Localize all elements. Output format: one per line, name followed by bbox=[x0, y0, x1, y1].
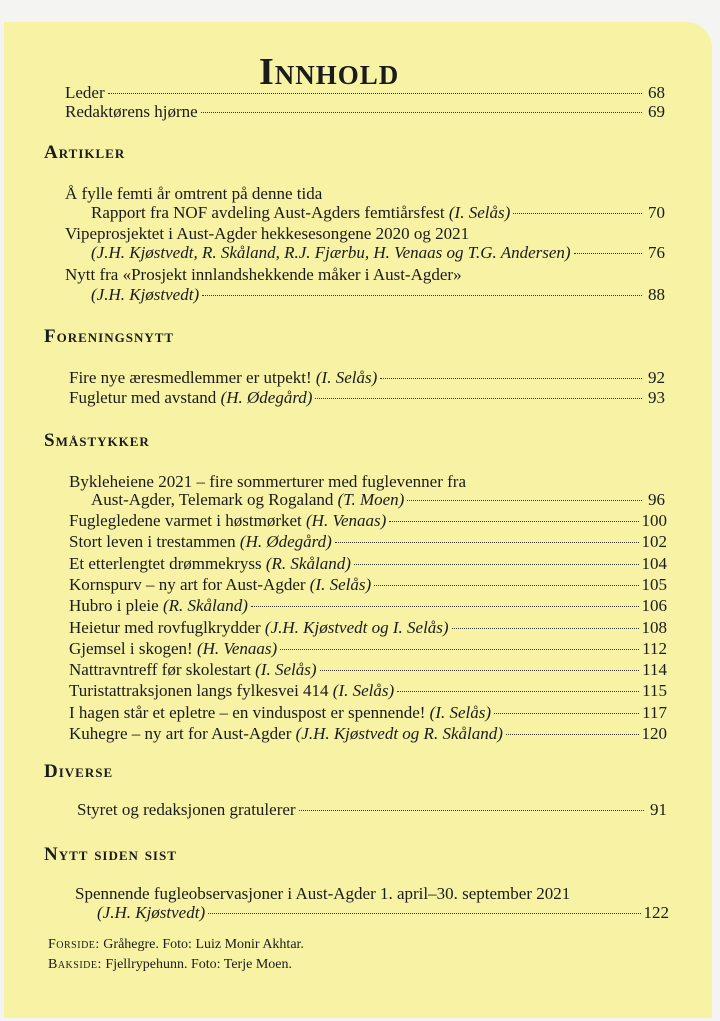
toc-entry-maker bbox=[91, 284, 665, 305]
page-number: 69 bbox=[648, 102, 665, 121]
toc-entry bbox=[69, 574, 667, 595]
entry-author: (J.H. Kjøstvedt) bbox=[97, 903, 206, 922]
entry-author: (R. Skåland) bbox=[162, 596, 248, 616]
page-number: 112 bbox=[642, 638, 667, 658]
page-number: 104 bbox=[641, 553, 667, 573]
entry-title: Gjemsel i skogen! bbox=[69, 638, 193, 658]
entry-author: (R. Skåland) bbox=[265, 553, 351, 573]
entry-author: (H. Venaas) bbox=[306, 511, 387, 530]
dot-leader bbox=[354, 564, 639, 565]
toc-entry bbox=[69, 367, 665, 388]
section-heading-diverse: Diverse bbox=[44, 761, 114, 782]
entry-author: (I. Selås) bbox=[332, 681, 395, 701]
entry-author: (I. Selås) bbox=[255, 660, 317, 680]
credit-text: Fjellrypehunn. Foto: Terje Moen. bbox=[101, 957, 292, 972]
page-number: 68 bbox=[648, 83, 665, 102]
page-number: 88 bbox=[648, 285, 665, 304]
toc-entry bbox=[69, 595, 667, 616]
entry-author: (I. Selås) bbox=[429, 702, 492, 722]
dot-leader bbox=[397, 691, 639, 692]
page-number: 96 bbox=[648, 490, 665, 509]
page-number: 105 bbox=[641, 574, 667, 594]
entry-title: Fugletur med avstand bbox=[69, 388, 217, 407]
toc-entry bbox=[69, 617, 667, 638]
page-number: 70 bbox=[648, 203, 665, 222]
entry-author: (I. Selås) bbox=[448, 203, 511, 222]
entry-author: (J.H. Kjøstvedt, R. Skåland, R.J. Fjærbu, H. Venaas og T.G. Andersen) bbox=[91, 243, 571, 262]
entry-title: Redaktørens hjørne bbox=[65, 102, 198, 121]
page-number: 93 bbox=[648, 388, 665, 407]
page-number: 108 bbox=[641, 617, 667, 637]
entry-title: Et etterlengtet drømmekryss bbox=[69, 553, 262, 573]
entry-author: (H. Venaas) bbox=[196, 638, 278, 658]
credit-text: Gråhegre. Foto: Luiz Monir Akhtar. bbox=[99, 937, 304, 952]
toc-entry-line: Spennende fugleobservasjoner i Aust-Agder 1. april–30. september 2021 bbox=[75, 884, 571, 903]
toc-entry bbox=[69, 659, 667, 680]
entry-author: (T. Moen) bbox=[337, 490, 405, 509]
toc-entry bbox=[69, 387, 665, 408]
entry-title: Styret og redaksjonen gratulerer bbox=[77, 800, 296, 819]
page-number: 102 bbox=[641, 532, 667, 552]
dot-leader bbox=[494, 713, 639, 714]
page-number: 100 bbox=[641, 511, 667, 530]
page-number: 91 bbox=[650, 800, 667, 819]
dot-leader bbox=[513, 213, 642, 214]
toc-entry-nytt bbox=[97, 902, 669, 923]
dot-leader bbox=[374, 585, 638, 586]
credit-label: Forside: bbox=[48, 937, 100, 952]
toc-entry-line: Nytt fra «Prosjekt innlandshekkende måker i Aust-Agder» bbox=[65, 265, 462, 284]
dot-leader bbox=[108, 93, 642, 94]
dot-leader bbox=[315, 398, 642, 399]
entry-title: I hagen står et epletre – en vinduspost er spennende! bbox=[69, 702, 426, 722]
toc-entry bbox=[69, 638, 667, 659]
dot-leader bbox=[299, 810, 644, 811]
dot-leader bbox=[407, 500, 642, 501]
entry-author: (I. Selås) bbox=[309, 574, 372, 594]
entry-title: Heietur med rovfuglkrydder bbox=[69, 617, 261, 637]
cover-credit-back bbox=[48, 956, 292, 974]
cover-credit-front bbox=[48, 936, 304, 954]
page-title: Innhold bbox=[259, 51, 400, 93]
dot-leader bbox=[335, 542, 639, 543]
entry-author: (H. Ødegård) bbox=[220, 388, 313, 407]
toc-entry-line: Vipeprosjektet i Aust-Agder hekkesesongene 2020 og 2021 bbox=[65, 224, 470, 243]
page-number: 92 bbox=[648, 368, 665, 387]
entry-title: Fire nye æresmedlemmer er utpekt! bbox=[69, 368, 312, 387]
dot-leader bbox=[320, 670, 640, 671]
toc-entry-femti bbox=[91, 202, 665, 223]
toc-entry-line: Bykleheiene 2021 – fire sommerturer med fuglevenner fra bbox=[69, 472, 466, 491]
toc-entry-redaktor bbox=[65, 101, 665, 122]
entry-title: Turistattraksjonen langs fylkesvei 414 bbox=[69, 681, 329, 701]
entry-title: Aust-Agder, Telemark og Rogaland bbox=[91, 490, 334, 509]
toc-entry-vipe bbox=[91, 242, 665, 263]
page-number: 122 bbox=[643, 903, 669, 922]
page-number: 120 bbox=[641, 724, 667, 743]
toc-entry-bykle bbox=[91, 489, 665, 510]
section-heading-artikler: Artikler bbox=[44, 142, 126, 163]
entry-title: Leder bbox=[65, 83, 105, 102]
dot-leader bbox=[574, 253, 642, 254]
toc-entry bbox=[69, 723, 667, 744]
credit-label: Bakside: bbox=[48, 957, 102, 972]
page-number: 106 bbox=[641, 596, 667, 616]
toc-entry bbox=[69, 702, 667, 723]
dot-leader bbox=[251, 606, 639, 607]
section-heading-foreningsnytt: Foreningsnytt bbox=[44, 326, 175, 347]
page-number: 115 bbox=[642, 681, 667, 701]
toc-entry bbox=[77, 799, 667, 820]
dot-leader bbox=[380, 378, 642, 379]
section-heading-nytt: Nytt siden sist bbox=[44, 844, 177, 865]
toc-entry-line: Å fylle femti år omtrent på denne tida bbox=[65, 184, 323, 203]
entry-author: (J.H. Kjøstvedt) bbox=[91, 285, 200, 304]
entry-author: (J.H. Kjøstvedt og R. Skåland) bbox=[295, 724, 503, 743]
entry-title: Kornspurv – ny art for Aust-Agder bbox=[69, 574, 306, 594]
entry-title: Kuhegre – ny art for Aust-Agder bbox=[69, 724, 292, 743]
page-number: 117 bbox=[642, 702, 667, 722]
toc-entry bbox=[69, 531, 667, 552]
dot-leader bbox=[280, 649, 639, 650]
page-number: 114 bbox=[642, 660, 667, 680]
toc-entry bbox=[69, 553, 667, 574]
page-number: 76 bbox=[648, 243, 665, 262]
toc-entry bbox=[69, 680, 667, 701]
section-heading-smastykker: Småstykker bbox=[44, 430, 150, 451]
entry-author: (J.H. Kjøstvedt og I. Selås) bbox=[264, 617, 449, 637]
entry-author: (H. Ødegård) bbox=[239, 532, 332, 552]
toc-entry bbox=[69, 510, 667, 531]
dot-leader bbox=[506, 734, 639, 735]
entry-title: Hubro i pleie bbox=[69, 596, 159, 616]
entry-title: Fuglegledene varmet i høstmørket bbox=[69, 511, 302, 530]
entry-title: Rapport fra NOF avdeling Aust-Agders femtiårsfest bbox=[91, 203, 445, 222]
dot-leader bbox=[201, 112, 642, 113]
contents-page bbox=[4, 22, 712, 1018]
dot-leader bbox=[389, 521, 638, 522]
entry-title: Stort leven i trestammen bbox=[69, 532, 236, 552]
dot-leader bbox=[452, 628, 639, 629]
entry-title: Nattravntreff før skolestart bbox=[69, 660, 251, 680]
dot-leader bbox=[208, 913, 640, 914]
dot-leader bbox=[202, 295, 642, 296]
toc-entry-leder bbox=[65, 82, 665, 103]
entry-author: (I. Selås) bbox=[315, 368, 378, 387]
